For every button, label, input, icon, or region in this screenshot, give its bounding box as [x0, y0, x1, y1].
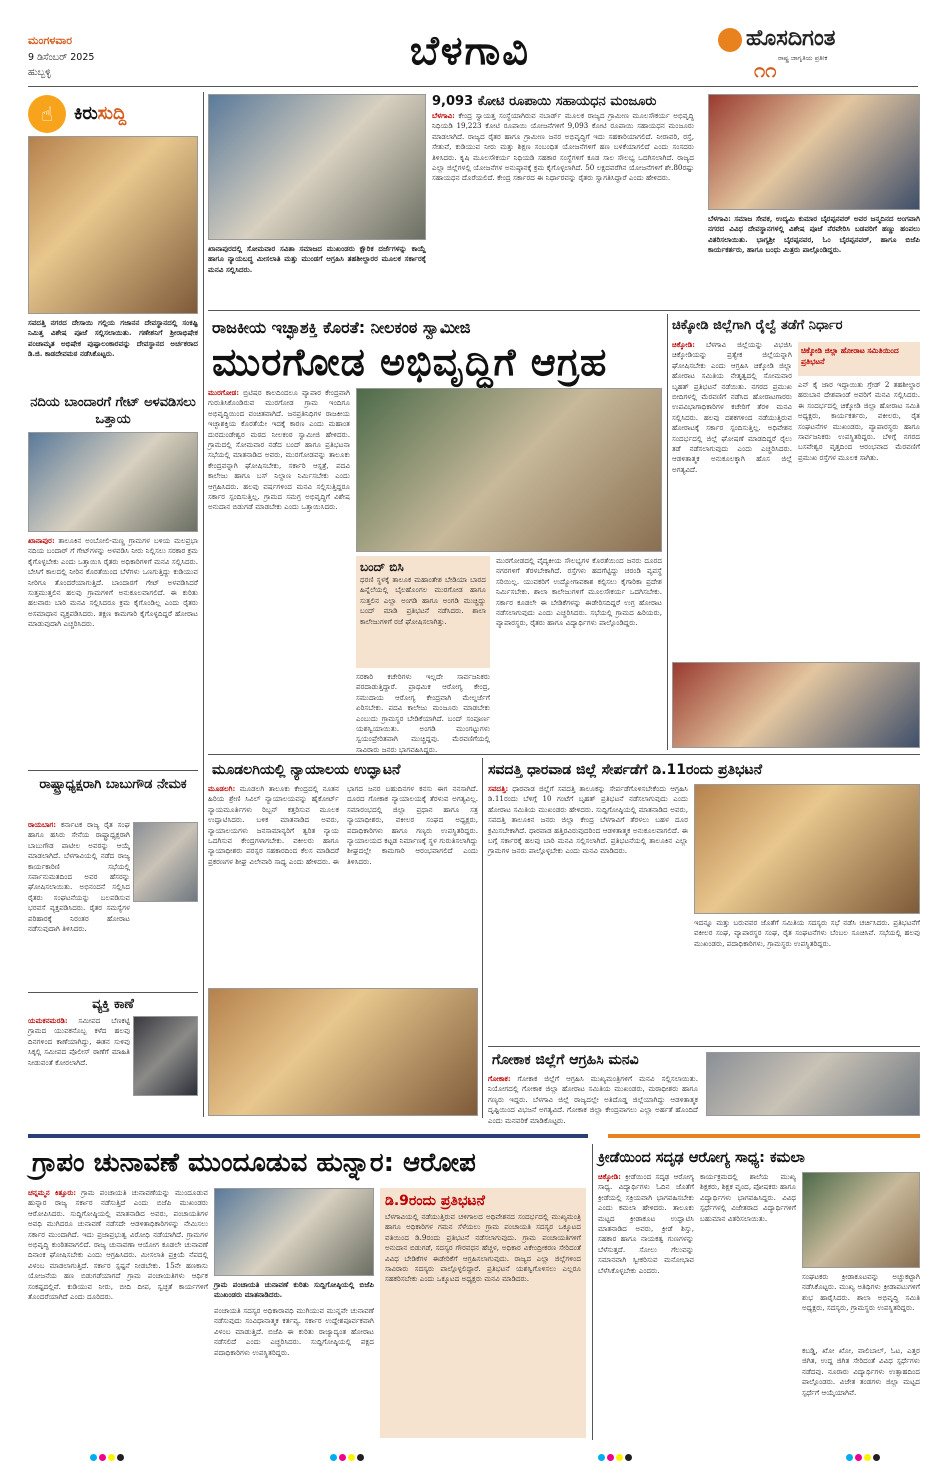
gp-headline: ಗ್ರಾಪಂ ಚುನಾವಣೆ ಮುಂದೂಡುವ ಹುನ್ನಾರ: ಆರೋಪ [32, 1148, 476, 1178]
nabard-body [432, 111, 694, 301]
lead-col-3: ಮುರಗೋಡದಲ್ಲಿ ವೈದ್ಯಕೀಯ ಸೌಲಭ್ಯಗಳ ಕೊರತೆಯಿಂದ ಜನರು ದೂರದ ನಗರಗಳಿಗೆ ತೆರಳಬೇಕಾಗಿದೆ. ರಸ್ತೆಗಳು ಹದಗೆಟ್ಟಿದ್ದು ಚರಂಡಿ ವ್ಯವಸ್ಥೆ ಸರಿಯಿಲ್ಲ. ಯುವಕರಿಗೆ ಉದ್ಯೋಗಾವಕಾಶ ಕಲ್ಪಿಸಲು ಕೈಗಾರಿಕಾ ಪ್ರದೇಶ ನಿರ್ಮಿಸಬೇಕು. ಶಾಲಾ ಕಾಲೇಜುಗಳಿಗೆ ಮೂಲಸೌಕರ್ಯ ಒದಗಿಸಬೇಕು. ಸರ್ಕಾರ ಕೂಡಲೇ ಈ ಬೇಡಿಕೆಗಳನ್ನು ಈಡೇರಿಸದಿದ್ದರೆ ಉಗ್ರ ಹೋರಾಟ ನಡೆಸಲಾಗುವುದು ಎಂದು ಎಚ್ಚರಿಸಿದರು. ಸಭೆಯಲ್ಲಿ ಗ್ರಾಮದ ಹಿರಿಯರು, ವ್ಯಾಪಾರಸ್ಥರು, ರೈತರು ಹಾಗೂ ವಿದ್ಯಾರ್ಥಿಗಳು ಪಾಲ್ಗೊಂಡಿದ್ದರು. [496, 556, 662, 628]
lead-photo [356, 388, 662, 552]
savadatti-text-a: ಧಾರವಾಡ ಜಿಲ್ಲೆಗೆ ಸವದತ್ತಿ ತಾಲೂಕನ್ನು ಸೇರ್ಪಡೆಗೊಳಿಸಬೇಕೆಂದು ಆಗ್ರಹಿಸಿ ಡಿ.11ರಂದು ಬೆಳಿಗ್ಗೆ 10 ಗಂಟೆಗೆ ಬೃಹತ್ ಪ್ರತಿಭಟನೆ ನಡೆಸಲಾಗುವುದು ಎಂದು ಹೋರಾಟ ಸಮಿತಿಯ ಮುಖಂಡರು ಹೇಳಿದರು. ಸುದ್ದಿಗೋಷ್ಠಿಯಲ್ಲಿ ಮಾತನಾಡಿದ ಅವರು, ಸವದತ್ತಿ ತಾಲೂಕಿನ ಜನರು ಜಿಲ್ಲಾ ಕೇಂದ್ರ ಬೆಳಗಾವಿಗೆ ತೆರಳಲು ಬಹಳ ದೂರ ಕ್ರಮಿಸಬೇಕಾಗಿದೆ. ಧಾರವಾಡ ಹತ್ತಿರವಿರುವುದರಿಂದ ಆಡಳಿತಾತ್ಮಕ ಅನುಕೂಲವಾಗಲಿದೆ. ಈ ಬಗ್ಗೆ ಸರ್ಕಾರಕ್ಕೆ ಹಲವು ಬಾರಿ ಮನವಿ ಸಲ್ಲಿಸಲಾಗಿದೆ. ಪ್ರತಿಭಟನೆಯಲ್ಲಿ ತಾಲೂಕಿನ ಎಲ್ಲಾ ಗ್ರಾಮಗಳ ಜನರು ಪಾಲ್ಗೊಳ್ಳಬೇಕು ಎಂದು ಮನವಿ ಮಾಡಿದರು. [488, 784, 688, 856]
bandh-title: ಬಂದ್ ಬಿಸಿ [360, 560, 404, 574]
lead-headline: ಮುರಗೋಡ ಅಭಿವೃದ್ಧಿಗೆ ಆಗ್ರಹ [212, 340, 608, 384]
gokak-text: ಗೋಕಾಕ ಜಿಲ್ಲೆಗೆ ಆಗ್ರಹಿಸಿ ಮುಖ್ಯಮಂತ್ರಿಗಳಿಗೆ ಮನವಿ ಸಲ್ಲಿಸಲಾಯಿತು. ನಿಯೋಗದಲ್ಲಿ ಗೋಕಾಕ ಜಿಲ್ಲಾ ಹೋರಾಟ ಸಮಿತಿಯ ಮುಖಂಡರು, ಮಠಾಧೀಶರು ಹಾಗೂ ಗಣ್ಯರು ಇದ್ದರು. ಬೆಳಗಾವಿ ಜಿಲ್ಲೆ ರಾಜ್ಯದಲ್ಲೇ ಅತಿದೊಡ್ಡ ಜಿಲ್ಲೆಯಾಗಿದ್ದು ಆಡಳಿತಾತ್ಮಕ ದೃಷ್ಟಿಯಿಂದ ವಿಭಜನೆ ಅಗತ್ಯವಿದೆ. ಗೋಕಾಕ ಜಿಲ್ಲಾ ಕೇಂದ್ರವಾಗಲು ಎಲ್ಲಾ ಅರ್ಹತೆ ಹೊಂದಿದೆ ಎಂದು ಮನವರಿಕೆ ಮಾಡಿಕೊಟ್ಟರು. [488, 1074, 698, 1125]
sports-col-3: ಸಂಘಟಕರು ಕ್ರೀಡಾಕೂಟವನ್ನು ಅಚ್ಚುಕಟ್ಟಾಗಿ ನಡೆಸಿಕೊಟ್ಟರು. ಮುಖ್ಯ ಅತಿಥಿಗಳು ಕ್ರೀಡಾಪಟುಗಳಿಗೆ ಶುಭ ಹಾರೈಸಿದರು. ಶಾಲಾ ಅಭಿವೃದ್ಧಿ ಸಮಿತಿ ಅಧ್ಯಕ್ಷರು, ಸದಸ್ಯರು, ಗ್ರಾಮಸ್ಥರು ಉಪಸ್ಥಿತರಿದ್ದರು. [802, 1272, 920, 1313]
lead-col-2: ಸರಕಾರಿ ಕಚೇರಿಗಳು ಇಲ್ಲದೇ ಸಾರ್ವಜನಿಕರು ಪರದಾಡುತ್ತಿದ್ದಾರೆ. ಪ್ರಾಥಮಿಕ ಆರೋಗ್ಯ ಕೇಂದ್ರ, ಸಮುದಾಯ ಆರೋಗ್ಯ ಕೇಂದ್ರವಾಗಿ ಮೇಲ್ದರ್ಜೆಗೆ ಏರಿಸಬೇಕು. ಪದವಿ ಕಾಲೇಜು ಮಂಜೂರು ಮಾಡಬೇಕು ಎಂಬುದು ಗ್ರಾಮಸ್ಥರ ಬೇಡಿಕೆಯಾಗಿದೆ. ಬಂದ್ ಸಂಪೂರ್ಣ ಯಶಸ್ವಿಯಾಯಿತು. ಅಂಗಡಿ ಮುಂಗಟ್ಟುಗಳು ಸ್ವಯಂಪ್ರೇರಿತವಾಗಿ ಮುಚ್ಚಿದ್ದವು. ಮೆರವಣಿಗೆಯಲ್ಲಿ ಸಾವಿರಾರು ಜನರು ಭಾಗವಹಿಸಿದ್ದರು. [356, 672, 490, 754]
news-hole-photo [28, 432, 198, 532]
reg-dot-yellow [864, 1454, 871, 1461]
sports-col-4: ಕಬಡ್ಡಿ, ಖೋ ಖೋ, ವಾಲಿಬಾಲ್, ಓಟ, ಎತ್ತರ ಜಿಗಿತ, ಉದ್ದ ಜಿಗಿತ ಸೇರಿದಂತೆ ವಿವಿಧ ಸ್ಪರ್ಧೆಗಳು ನಡೆದವು. ನೂರಾರು ವಿದ್ಯಾರ್ಥಿಗಳು ಉತ್ಸಾಹದಿಂದ ಪಾಲ್ಗೊಂಡರು. ವಿಜೇತ ತಂಡಗಳು ಜಿಲ್ಲಾ ಮಟ್ಟದ ಸ್ಪರ್ಧೆಗೆ ಆಯ್ಕೆಯಾಗಿವೆ. [802, 1346, 920, 1397]
reg-dot-cyan [330, 1454, 337, 1461]
gokak-byline: ಗೋಕಾಕ: [488, 1074, 511, 1083]
bottom-band-blue [28, 1134, 588, 1138]
section-title: ಬೆಳಗಾವಿ [409, 28, 531, 74]
brand-logo-mark [718, 28, 742, 52]
news-hole-headline: ನದಿಯ ಬಾಂದಾರಗೆ ಗೇಟ್ ಅಳವಡಿಸಲು ಒತ್ತಾಯ [30, 395, 196, 427]
registration-marks-left [90, 1446, 126, 1465]
reg-dot-magenta [855, 1454, 862, 1461]
railway-col-2: ಎನ್ ಕೈ ಜಾರ ಇದ್ದಾಯಿತು ಗ್ರೇಡ್ 2 ತಹಶೀಲ್ದಾರ ಹರುಬಾನ ದೇಶಪಾಂಡೆ ಅವರಿಗೆ ಮನವಿ ಸಲ್ಲಿಸಿದರು. ಈ ಸಂದರ್ಭದಲ್ಲಿ ಚಿಕ್ಕೋಡಿ ಜಿಲ್ಲಾ ಹೋರಾಟ ಸಮಿತಿ ಅಧ್ಯಕ್ಷರು, ಕಾರ್ಯಕರ್ತರು, ವಕೀಲರು, ರೈತ ಸಂಘಟನೆಗಳ ಮುಖಂಡರು, ವ್ಯಾಪಾರಸ್ಥರು ಹಾಗೂ ಸಾರ್ವಜನಿಕರು ಉಪಸ್ಥಿತರಿದ್ದರು. ಬೆಳಿಗ್ಗೆ ನಗರದ ಬಸವೇಶ್ವರ ವೃತ್ತದಿಂದ ಆರಂಭವಾದ ಮೆರವಣಿಗೆ ಪ್ರಮುಖ ರಸ್ತೆಗಳ ಮೂಲಕ ಸಾಗಿತು. [798, 380, 920, 462]
savadatti-byline: ಸವದತ್ತಿ: [488, 784, 509, 793]
lead-kicker: ರಾಜಕೀಯ ಇಚ್ಛಾಶಕ್ತಿ ಕೊರತೆ: ನೀಲಕಂಠ ಸ್ವಾಮೀಜಿ [212, 318, 471, 337]
reg-dot-cyan [846, 1454, 853, 1461]
sports-photo [802, 1172, 920, 1268]
missing-photo [133, 1016, 198, 1096]
gp-col-1 [28, 1188, 208, 1438]
news-hole-body [28, 536, 198, 766]
gp-photo-caption: ಗ್ರಾಮ ಪಂಚಾಯತಿ ಚುನಾವಣೆ ಕುರಿತು ಸುದ್ದಿಗೋಷ್ಠಿಯಲ್ಲಿ ಬಿಜೆಪಿ ಮುಖಂಡರು ಮಾತನಾಡಿದರು. [214, 1280, 374, 1300]
registration-marks-center [330, 1446, 366, 1465]
reg-dot-yellow [616, 1454, 623, 1461]
ganesha-photo [28, 136, 198, 314]
railway-col-1 [672, 340, 792, 658]
hand-icon: ☝ [28, 95, 66, 133]
bandh-body: ಧರಣಿ ಸ್ಥಳಕ್ಕೆ ತಾಲೂಕ ಮಹಾಂತೇಶ ಬೇಡಿಯಾ ಬಾರದ ಹಿನ್ನೆಲೆಯಲ್ಲಿ ಬೈಲಹೊಂಗಲ ಮುರಗೋಡ ಹಾಗೂ ಸುತ್ತಲಿನ ಎಲ್ಲಾ ಅಂಗಡಿ ಹಾಗೂ ಅಂಗಡಿ ಮುಚ್ಚಿದ್ದು ಬಂದ್ ಮಾಡಿ ಪ್ರತಿಭಟನೆ ನಡೆಸಿದರು. ಶಾಲಾ ಕಾಲೇಜುಗಳಿಗೆ ರಜೆ ಘೋಷಿಸಲಾಗಿತ್ತು. [360, 575, 486, 626]
sports-text-a: ಕ್ರೀಡೆಯಿಂದ ಸದೃಢ ಆರೋಗ್ಯ ಸಾಧ್ಯ. ವಿದ್ಯಾರ್ಥಿಗಳು ಓದಿನ ಜೊತೆಗೆ ಕ್ರೀಡೆಯಲ್ಲಿ ಸಕ್ರಿಯವಾಗಿ ಭಾಗವಹಿಸಬೇಕು ಎಂದು ಕಮಲಾ ಹೇಳಿದರು. ತಾಲೂಕು ಮಟ್ಟದ ಕ್ರೀಡಾಕೂಟ ಉದ್ಘಾಟಿಸಿ ಮಾತನಾಡಿದ ಅವರು, ಕ್ರೀಡೆ ಶಿಸ್ತು, ಸಹಕಾರ ಹಾಗೂ ನಾಯಕತ್ವ ಗುಣಗಳನ್ನು ಬೆಳೆಸುತ್ತದೆ. ಸೋಲು ಗೆಲುವನ್ನು ಸಮಾನವಾಗಿ ಸ್ವೀಕರಿಸುವ ಮನೋಭಾವ ಬೆಳೆಸಿಕೊಳ್ಳಬೇಕು ಎಂದರು. [598, 1172, 694, 1275]
reg-dot-cyan [90, 1454, 97, 1461]
reg-dot-black [357, 1454, 364, 1461]
gokak-photo [706, 1052, 920, 1116]
lead-col-1 [208, 388, 350, 748]
railway-byline: ಚಿಕ್ಕೋಡಿ: [672, 340, 695, 349]
bottom-band-orange [608, 1134, 920, 1138]
brand-name: ಹೊಸದಿಗಂತ [746, 26, 836, 51]
appointment-photo [133, 822, 198, 902]
top-row-rule [208, 310, 920, 311]
missing-byline: ಯಮಕನಮರಡಿ: [28, 1016, 68, 1025]
date-block [28, 34, 178, 78]
bandh-box [356, 556, 490, 668]
left-divider-2 [28, 992, 198, 993]
railway-sidebox [798, 342, 920, 376]
masthead [0, 0, 945, 86]
reg-dot-black [873, 1454, 880, 1461]
nabard-text: ಕೇಂದ್ರ ಸ್ವಾಯತ್ತ ಸಂಸ್ಥೆಯಾಗಿರುವ ನಬಾರ್ಡ್ ಮೂಲಕ ರಾಜ್ಯದ ಗ್ರಾಮೀಣ ಮೂಲಸೌಕರ್ಯ ಅಭಿವೃದ್ಧಿ ನಿಧಿಯಡಿ 19,223 ಕೋಟಿ ರೂಪಾಯಿ ಯೋಜನೆಗಳಿಗೆ 9,093 ಕೋಟಿ ರೂಪಾಯಿ ಸಹಾಯಧನ ಮಂಜೂರು ಮಾಡಲಾಗಿದೆ. ರಾಜ್ಯದ ರೈತರ ಹಾಗೂ ಗ್ರಾಮೀಣ ಜನರ ಅಭಿವೃದ್ಧಿಗೆ ಇದು ಸಹಕಾರಿಯಾಗಲಿದೆ. ನೀರಾವರಿ, ರಸ್ತೆ, ಸೇತುವೆ, ಕುಡಿಯುವ ನೀರು ಮತ್ತು ಶಿಕ್ಷಣ ಸಂಬಂಧಿತ ಯೋಜನೆಗಳಿಗೆ ಹಣ ಬಳಕೆಯಾಗಲಿದೆ ಎಂದು ಸಂಸದರು ತಿಳಿಸಿದರು. ಕೃಷಿ ಮೂಲಸೌಕರ್ಯ ನಿಧಿಯಡಿ ಸಹಕಾರ ಸಂಸ್ಥೆಗಳಿಗೆ ಕೂಡ ಸಾಲ ಸೌಲಭ್ಯ ಒದಗಿಸಲಾಗಿದೆ. ರಾಜ್ಯದ ಎಲ್ಲಾ ಜಿಲ್ಲೆಗಳಲ್ಲಿ ಯೋಜನೆಗಳ ಅನುಷ್ಠಾನಕ್ಕೆ ಕ್ರಮ ಕೈಗೊಳ್ಳಲಾಗಿದೆ. 50 ಲಕ್ಷದವರೆಗಿನ ಯೋಜನೆಗಳಿಗೆ ಶೇ.80ರಷ್ಟು ಸಹಾಯಧನ ದೊರೆಯಲಿದೆ. ಕೇಂದ್ರ ಸರ್ಕಾರದ ಈ ನಿರ್ಧಾರವನ್ನು ರೈತರು ಸ್ವಾಗತಿಸಿದ್ದಾರೆ ಎಂದು ಹೇಳಿದರು. [432, 111, 694, 183]
missing-body [28, 1016, 130, 1116]
birthday-caption: ಬೆಳಗಾವಿ: ಸಮಾಜ ಸೇವಕ, ಉದ್ಯಮಿ ಕುಮಾರ ಬೈರಪ್ಪನವರ್ ಅವರ ಜನ್ಮದಿನದ ಅಂಗವಾಗಿ ನಗರದ ವಿವಿಧ ದೇವಸ್ಥಾನಗಳಲ್ಲಿ ವಿಶೇಷ ಪೂಜೆ ನೆರವೇರಿಸಿ ಬಡವರಿಗೆ ಹಣ್ಣು ಹಂಪಲು ವಿತರಿಸಲಾಯಿತು. ಭಾಗ್ಯಶ್ರೀ ಬೈರಪ್ಪನವರ, ಓಂ ಬೈರಪ್ಪನವರ್, ಹಾಗೂ ಬಿಜೆಪಿ ಕಾರ್ಯಕರ್ತರು, ಹಾಗೂ ಬಂಧು ಮಿತ್ರರು ಪಾಲ್ಗೊಂಡಿದ್ದರು. [708, 214, 920, 255]
savadatti-headline: ಸವದತ್ತಿ ಧಾರವಾಡ ಜಿಲ್ಲೆ ಸೇರ್ಪಡೆಗೆ ಡಿ.11ರಂದು ಪ್ರತಿಭಟನೆ [488, 762, 763, 778]
lead-right-rule [667, 314, 668, 750]
kirusuddi-label-b: ಸುದ್ದಿ [97, 103, 127, 124]
appointment-text: ಕರ್ನಾಟಕ ರಾಜ್ಯ ರೈತ ಸಂಘ ಹಾಗೂ ಹಸಿರು ಸೇನೆಯ ರಾಷ್ಟ್ರಾಧ್ಯಕ್ಷರಾಗಿ ಬಾಬುಗೌಡ ಪಾಟೀಲ ಅವರನ್ನು ಆಯ್ಕೆ ಮಾಡಲಾಗಿದೆ. ಬೆಳಗಾವಿಯಲ್ಲಿ ನಡೆದ ರಾಜ್ಯ ಕಾರ್ಯಕಾರಿಣಿ ಸಭೆಯಲ್ಲಿ ಸರ್ವಾನುಮತದಿಂದ ಅವರ ಹೆಸರನ್ನು ಘೋಷಿಸಲಾಯಿತು. ಅಭಿನಂದನೆ ಸಲ್ಲಿಸಿದ ರೈತರು ಸಂಘಟನೆಯನ್ನು ಬಲಪಡಿಸುವ ಭರವಸೆ ವ್ಯಕ್ತಪಡಿಸಿದರು. ರೈತರ ಸಮಸ್ಯೆಗಳ ಪರಿಹಾರಕ್ಕೆ ನಿರಂತರ ಹೋರಾಟ ನಡೆಸುವುದಾಗಿ ತಿಳಿಸಿದರು. [28, 820, 130, 934]
sports-col-1 [598, 1172, 694, 1438]
lead-text-a: ಬ್ರಿಟಿಷರ ಕಾಲದಿಂದಲೂ ವ್ಯಾಪಾರ ಕೇಂದ್ರವಾಗಿ ಗುರುತಿಸಿಕೊಂಡಿರುವ ಮುರಗೋಡ ಗ್ರಾಮ ಇಂದಿಗೂ ಅಭಿವೃದ್ಧಿಯಿಂದ ವಂಚಿತವಾಗಿದೆ. ಜನಪ್ರತಿನಿಧಿಗಳ ರಾಜಕೀಯ ಇಚ್ಛಾಶಕ್ತಿಯ ಕೊರತೆಯೇ ಇದಕ್ಕೆ ಕಾರಣ ಎಂದು ಮಹಾಂತ ದುರದುಂಡೇಶ್ವರ ಮಠದ ನೀಲಕಂಠ ಸ್ವಾಮೀಜಿ ಹೇಳಿದರು. ಗ್ರಾಮದಲ್ಲಿ ಸೋಮವಾರ ನಡೆದ ಬಂದ್ ಹಾಗೂ ಪ್ರತಿಭಟನಾ ಸಭೆಯಲ್ಲಿ ಮಾತನಾಡಿದ ಅವರು, ಮುರಗೋಡವನ್ನು ತಾಲೂಕು ಕೇಂದ್ರವನ್ನಾಗಿ ಘೋಷಿಸಬೇಕು, ಸರ್ಕಾರಿ ಆಸ್ಪತ್ರೆ, ಪದವಿ ಕಾಲೇಜು ಹಾಗೂ ಬಸ್ ನಿಲ್ದಾಣ ನಿರ್ಮಿಸಬೇಕು ಎಂದು ಆಗ್ರಹಿಸಿದರು. ಹಲವು ವರ್ಷಗಳಿಂದ ಮನವಿ ಸಲ್ಲಿಸುತ್ತಿದ್ದರೂ ಸರ್ಕಾರ ಸ್ಪಂದಿಸುತ್ತಿಲ್ಲ. ಗ್ರಾಮದ ಸಮಗ್ರ ಅಭಿವೃದ್ಧಿಗೆ ವಿಶೇಷ ಅನುದಾನ ಬಿಡುಗಡೆ ಮಾಡಬೇಕು ಎಂದು ಒತ್ತಾಯಿಸಿದರು. [208, 388, 350, 512]
reg-dot-yellow [108, 1454, 115, 1461]
appointment-body [28, 820, 130, 988]
day-label: ಮಂಗಳವಾರ [28, 34, 73, 47]
appointment-byline: ರಾಯಬಾಗ: [28, 820, 57, 829]
ganesha-caption: ಸವದತ್ತಿ ನಗರದ ದೇಸಾಯಿ ಗಲ್ಲಿಯ ಗಜಾನನ ದೇವಸ್ಥಾನದಲ್ಲಿ ಸಂಕಷ್ಟಿ ನಿಮಿತ್ತ ವಿಶೇಷ ಪೂಜೆ ಸಲ್ಲಿಸಲಾಯಿತು. ಗಣೇಶನಿಗೆ ಶ್ರೀರಾಭಿಷೇಕ ಪಂಚಾಮೃತ ಅಭಿಷೇಕ ಪುಷ್ಪಾಲಂಕಾರವನ್ನು ದೇವಸ್ಥಾನದ ಅರ್ಚಕರಾದ ಡಿ.ಜಿ. ಕಾಡದೇವಮಠ ನಡೆಸಿಕೊಟ್ಟರು. [28, 318, 198, 359]
nabard-byline: ಬೆಳಗಾವಿ: [432, 111, 455, 120]
nabard-headline: 9,093 ಕೋಟಿ ರೂಪಾಯಿ ಸಹಾಯಧನ ಮಂಜೂರು [432, 94, 657, 109]
protest-box [380, 1188, 586, 1438]
registration-marks-mid [598, 1446, 634, 1465]
news-hole-text: ತಾಲೂಕಿನ ಅಂಬೋಲಿ-ಮಣ್ಣ ಗ್ರಾಮಗಳ ಬಳಿಯ ಮಲಪ್ರಭಾ ನದಿಯ ಬಂದಾರ್ ಗೆ ಗೇಟ್‌ಗಳನ್ನು ಅಳವಡಿಸಿ ನೀರು ನಿಲ್ಲಿಸಲು ಸರಕಾರ ಕ್ರಮ ಕೈಗೊಳ್ಳಬೇಕು ಎಂದು ಒತ್ತಾಯಿಸಿ ರೈತರು ಅಧಿಕಾರಿಗಳಿಗೆ ಮನವಿ ಸಲ್ಲಿಸಿದರು. ಬೇಸಿಗೆ ಕಾಲದಲ್ಲಿ ನೀರಿನ ಕೊರತೆಯಿಂದ ಬೆಳೆಗಳು ಒಣಗುತ್ತಿದ್ದು ಕುಡಿಯುವ ನೀರಿಗೂ ತೊಂದರೆಯಾಗುತ್ತಿದೆ. ಬಾಂದಾರಗೆ ಗೇಟ್ ಅಳವಡಿಸಿದರೆ ಸುತ್ತಮುತ್ತಲಿನ ಹಲವು ಗ್ರಾಮಗಳಿಗೆ ಅನುಕೂಲವಾಗಲಿದೆ. ಈ ಕುರಿತು ಹಲವಾರು ಬಾರಿ ಮನವಿ ಸಲ್ಲಿಸಿದರೂ ಕ್ರಮ ಕೈಗೊಂಡಿಲ್ಲ ಎಂದು ರೈತರು ಅಸಮಾಧಾನ ವ್ಯಕ್ತಪಡಿಸಿದರು. ತಕ್ಷಣ ಕಾಮಗಾರಿ ಕೈಗೊಳ್ಳದಿದ್ದರೆ ಹೋರಾಟ ಮಾಡುವುದಾಗಿ ಎಚ್ಚರಿಸಿದರು. [28, 536, 198, 629]
protest-headline: ಡಿ.9ರಂದು ಪ್ರತಿಭಟನೆ [385, 1193, 485, 1209]
savadatti-rule [488, 1046, 920, 1047]
brand-logo [718, 28, 918, 82]
masthead-rule [28, 86, 918, 87]
reg-dot-magenta [99, 1454, 106, 1461]
gp-byline: ಚನ್ನಮ್ಮನ ಕಿತ್ತೂರು: [28, 1188, 77, 1197]
mid-row-rule [208, 754, 920, 755]
court-text: ಮೂಡಲಗಿ ತಾಲೂಕು ಕೇಂದ್ರದಲ್ಲಿ ನೂತನ ಹಿರಿಯ ಶ್ರೇಣಿ ಸಿವಿಲ್ ನ್ಯಾಯಾಲಯವನ್ನು ಹೈಕೋರ್ಟ್ ನ್ಯಾಯಮೂರ್ತಿಗಳು ರಿಬ್ಬನ್ ಕತ್ತರಿಸುವ ಮೂಲಕ ಉದ್ಘಾಟಿಸಿದರು. ಬಳಿಕ ಮಾತನಾಡಿದ ಅವರು, ನ್ಯಾಯಾಲಯಗಳು ಜನಸಾಮಾನ್ಯರಿಗೆ ತ್ವರಿತ ನ್ಯಾಯ ಒದಗಿಸುವ ಕೇಂದ್ರಗಳಾಗಬೇಕು. ವಕೀಲರು ಹಾಗೂ ನ್ಯಾಯಾಧೀಶರು ಪರಸ್ಪರ ಸಹಕಾರದಿಂದ ಕೆಲಸ ಮಾಡಿದರೆ ಪ್ರಕರಣಗಳ ಶೀಘ್ರ ವಿಲೇವಾರಿ ಸಾಧ್ಯ ಎಂದು ಹೇಳಿದರು. ಈ ಭಾಗದ ಜನರ ಬಹುದಿನಗಳ ಕನಸು ಈಗ ನನಸಾಗಿದೆ. ದೂರದ ಗೋಕಾಕ ನ್ಯಾಯಾಲಯಕ್ಕೆ ತೆರಳುವ ಅಗತ್ಯವಿಲ್ಲ. ಸಮಾರಂಭದಲ್ಲಿ ಜಿಲ್ಲಾ ಪ್ರಧಾನ ಹಾಗೂ ಸತ್ರ ನ್ಯಾಯಾಧೀಶರು, ವಕೀಲರ ಸಂಘದ ಅಧ್ಯಕ್ಷರು, ಪದಾಧಿಕಾರಿಗಳು ಹಾಗೂ ಗಣ್ಯರು ಉಪಸ್ಥಿತರಿದ್ದರು. ನ್ಯಾಯಾಲಯದ ಕಟ್ಟಡ ನಿರ್ಮಾಣಕ್ಕೆ ಸ್ಥಳ ಗುರುತಿಸಲಾಗಿದ್ದು ಶೀಘ್ರದಲ್ಲೇ ಕಾಮಗಾರಿ ಆರಂಭವಾಗಲಿದೆ ಎಂದು ತಿಳಿಸಿದರು. [208, 784, 478, 866]
gp-text-a: ಗ್ರಾಮ ಪಂಚಾಯತಿ ಚುನಾವಣೆಯನ್ನು ಮುಂದೂಡುವ ಹುನ್ನಾರ ರಾಜ್ಯ ಸರ್ಕಾರ ನಡೆಸುತ್ತಿದೆ ಎಂದು ಬಿಜೆಪಿ ಮುಖಂಡರು ಆರೋಪಿಸಿದರು. ಸುದ್ದಿಗೋಷ್ಠಿಯಲ್ಲಿ ಮಾತನಾಡಿದ ಅವರು, ಪಂಚಾಯತಿಗಳ ಅವಧಿ ಮುಗಿದರೂ ಚುನಾವಣೆ ನಡೆಸದೇ ಆಡಳಿತಾಧಿಕಾರಿಗಳನ್ನು ನೇಮಿಸಲು ಸರ್ಕಾರ ಮುಂದಾಗಿದೆ. ಇದು ಪ್ರಜಾಪ್ರಭುತ್ವ ವಿರೋಧಿ ನಡೆಯಾಗಿದೆ. ಗ್ರಾಮಗಳ ಅಭಿವೃದ್ಧಿ ಕುಂಠಿತವಾಗಲಿದೆ. ರಾಜ್ಯ ಚುನಾವಣಾ ಆಯೋಗ ಕೂಡಲೇ ಚುನಾವಣೆ ದಿನಾಂಕ ಘೋಷಿಸಬೇಕು ಎಂದು ಆಗ್ರಹಿಸಿದರು. ಮೀಸಲಾತಿ ಪ್ರಕ್ರಿಯೆ ನೆಪದಲ್ಲಿ ವಿಳಂಬ ಮಾಡಲಾಗುತ್ತಿದೆ. ಸರ್ಕಾರ ಸ್ಪಷ್ಟನೆ ನೀಡಬೇಕು. [28, 1188, 208, 1270]
railway-text-a: ಬೆಳಗಾವಿ ಜಿಲ್ಲೆಯನ್ನು ವಿಭಜಿಸಿ ಚಿಕ್ಕೋಡಿಯನ್ನು ಪ್ರತ್ಯೇಕ ಜಿಲ್ಲೆಯನ್ನಾಗಿ ಘೋಷಿಸಬೇಕು ಎಂದು ಆಗ್ರಹಿಸಿ ಚಿಕ್ಕೋಡಿ ಜಿಲ್ಲಾ ಹೋರಾಟ ಸಮಿತಿಯ ನೇತೃತ್ವದಲ್ಲಿ ಸೋಮವಾರ ಬೃಹತ್ ಪ್ರತಿಭಟನೆ ನಡೆಯಿತು. ನಗರದ ಪ್ರಮುಖ ಬೀದಿಗಳಲ್ಲಿ ಮೆರವಣಿಗೆ ನಡೆಸಿದ ಹೋರಾಟಗಾರರು ಉಪವಿಭಾಗಾಧಿಕಾರಿಗಳ ಕಚೇರಿಗೆ ತೆರಳಿ ಮನವಿ ಸಲ್ಲಿಸಿದರು. ಹಲವು ದಶಕಗಳಿಂದ ನಡೆಯುತ್ತಿರುವ ಹೋರಾಟಕ್ಕೆ ಸರ್ಕಾರ ಸ್ಪಂದಿಸುತ್ತಿಲ್ಲ. ಅಧಿವೇಶನ ಸಂದರ್ಭದಲ್ಲಿ ಜಿಲ್ಲೆ ಘೋಷಣೆ ಮಾಡದಿದ್ದರೆ ರೈಲು ತಡೆ ನಡೆಸಲಾಗುವುದು ಎಂದು ಎಚ್ಚರಿಸಿದರು. ಆಡಳಿತಾತ್ಮಕ ಅನುಕೂಲಕ್ಕಾಗಿ ಹೊಸ ಜಿಲ್ಲೆ ಅಗತ್ಯವಿದೆ. [672, 340, 792, 474]
date-label: 9 ಡಿಸೆಂಬರ್ 2025 [28, 52, 95, 63]
protest-body: ಬೆಳಗಾವಿಯಲ್ಲಿ ನಡೆಯುತ್ತಿರುವ ಚಳಿಗಾಲದ ಅಧಿವೇಶನದ ಸಂದರ್ಭದಲ್ಲಿ ಮುಖ್ಯಮಂತ್ರಿ ಹಾಗೂ ಅಧಿಕಾರಿಗಳ ಗಮನ ಸೆಳೆಯಲು ಗ್ರಾಮ ಪಂಚಾಯತಿ ಸದಸ್ಯರ ಒಕ್ಕೂಟದ ವತಿಯಿಂದ ಡಿ.9ರಂದು ಪ್ರತಿಭಟನೆ ನಡೆಸಲಾಗುವುದು. ಗ್ರಾಮ ಪಂಚಾಯತಿಗಳಿಗೆ ಅನುದಾನ ಬಿಡುಗಡೆ, ಸದಸ್ಯರ ಗೌರವಧನ ಹೆಚ್ಚಳ, ಅಧಿಕಾರ ವಿಕೇಂದ್ರೀಕರಣ ಸೇರಿದಂತೆ ವಿವಿಧ ಬೇಡಿಕೆಗಳ ಈಡೇರಿಕೆಗೆ ಆಗ್ರಹಿಸಲಾಗುವುದು. ರಾಜ್ಯದ ಎಲ್ಲಾ ಜಿಲ್ಲೆಗಳಿಂದ ಸಾವಿರಾರು ಸದಸ್ಯರು ಪಾಲ್ಗೊಳ್ಳಲಿದ್ದಾರೆ. ಪ್ರತಿಭಟನೆ ಯಶಸ್ವಿಗೊಳಿಸಲು ಎಲ್ಲರೂ ಸಹಕರಿಸಬೇಕು ಎಂದು ಒಕ್ಕೂಟದ ಅಧ್ಯಕ್ಷರು ಮನವಿ ಮಾಡಿದರು. [385, 1212, 581, 1284]
reg-dot-magenta [607, 1454, 614, 1461]
nabard-story [432, 94, 694, 306]
gp-col-2: ಪಂಚಾಯತಿ ಸದಸ್ಯರ ಅಧಿಕಾರಾವಧಿ ಮುಗಿಯುವ ಮುನ್ನವೇ ಚುನಾವಣೆ ನಡೆಸುವುದು ಸಂವಿಧಾನಾತ್ಮಕ ಕರ್ತವ್ಯ. ಸರ್ಕಾರ ಉದ್ದೇಶಪೂರ್ವಕವಾಗಿ ವಿಳಂಬ ಮಾಡುತ್ತಿದೆ. ಬಿಜೆಪಿ ಈ ಕುರಿತು ರಾಜ್ಯಾದ್ಯಂತ ಹೋರಾಟ ನಡೆಸಲಿದೆ ಎಂದು ಎಚ್ಚರಿಸಿದರು. ಸುದ್ದಿಗೋಷ್ಠಿಯಲ್ಲಿ ಪಕ್ಷದ ಪದಾಧಿಕಾರಿಗಳು ಉಪಸ್ಥಿತರಿದ್ದರು. [214, 1306, 374, 1357]
bottom-band-rule [28, 1134, 920, 1138]
court-right-rule [482, 758, 483, 1118]
reg-dot-magenta [339, 1454, 346, 1461]
railway-photo [672, 662, 920, 748]
missing-headline: ವ್ಯಕ್ತಿ ಕಾಣೆ [92, 997, 134, 1012]
reg-dot-black [117, 1454, 124, 1461]
court-headline: ಮೂಡಲಗಿಯಲ್ಲಿ ನ್ಯಾಯಾಲಯ ಉದ್ಘಾಟನೆ [212, 762, 401, 778]
reg-dot-cyan [598, 1454, 605, 1461]
railway-sidebox-text: ಚಿಕ್ಕೋಡಿ ಜಿಲ್ಲಾ ಹೋರಾಟ ಸಮಿತಿಯಿಂದ ಪ್ರತಿಭಟನೆ [801, 346, 899, 366]
registration-marks-right [846, 1446, 882, 1465]
kirusuddi-badge [28, 95, 198, 133]
left-divider-1 [28, 770, 198, 771]
city-label: ಹುಬ್ಬಳ್ಳಿ [28, 67, 51, 78]
court-byline: ಮೂಡಲಗಿ: [208, 784, 236, 793]
reg-dot-black [625, 1454, 632, 1461]
missing-text: ಸಮೀಪದ ಬೆಣಕಟ್ಟಿ ಗ್ರಾಮದ ಯುವಕನೊಬ್ಬ ಕಳೆದ ಹಲವು ದಿನಗಳಿಂದ ಕಾಣೆಯಾಗಿದ್ದು, ಈತನ ಸುಳಿವು ಸಿಕ್ಕಲ್ಲಿ ಸಮೀಪದ ಪೊಲೀಸ್ ಠಾಣೆಗೆ ಮಾಹಿತಿ ನೀಡುವಂತೆ ಕೋರಲಾಗಿದೆ. [28, 1016, 130, 1067]
bottom-col-rule [592, 1144, 593, 1440]
memorandum-photo [208, 94, 426, 240]
gokak-headline: ಗೋಕಾಕ ಜಿಲ್ಲೆಗೆ ಆಗ್ರಹಿಸಿ ಮನವಿ [492, 1052, 639, 1068]
savadatti-col-2: ಇದನ್ನೂ ಮತ್ತು ಬರುವವರ ಜೊತೆಗೆ ಸಮಿತಿಯ ಸದಸ್ಯರು ಸಭೆ ನಡೆಸಿ ಚರ್ಚಿಸಿದರು. ಪ್ರತಿಭಟನೆಗೆ ವಕೀಲರ ಸಂಘ, ವ್ಯಾಪಾರಸ್ಥರ ಸಂಘ, ರೈತ ಸಂಘಟನೆಗಳು ಬೆಂಬಲ ಸೂಚಿಸಿವೆ. ಸಭೆಯಲ್ಲಿ ಹಲವು ಮುಖಂಡರು, ಪದಾಧಿಕಾರಿಗಳು, ಗ್ರಾಮಸ್ಥರು ಉಪಸ್ಥಿತರಿದ್ದರು. [694, 918, 920, 948]
court-photo [208, 988, 478, 1116]
left-col-rule [203, 92, 204, 1117]
lead-byline: ಮುರಗೋಡ: [208, 388, 239, 397]
court-body [208, 784, 478, 984]
sports-col-2: ಕಾರ್ಯಕ್ರಮದಲ್ಲಿ ಶಾಲೆಯ ಮುಖ್ಯ ಶಿಕ್ಷಕರು, ಶಿಕ್ಷಕ ವೃಂದ, ಪೋಷಕರು ಹಾಗೂ ವಿದ್ಯಾರ್ಥಿಗಳು ಭಾಗವಹಿಸಿದ್ದರು. ವಿವಿಧ ಸ್ಪರ್ಧೆಗಳಲ್ಲಿ ವಿಜೇತರಾದ ವಿದ್ಯಾರ್ಥಿಗಳಿಗೆ ಬಹುಮಾನ ವಿತರಿಸಲಾಯಿತು. [700, 1172, 796, 1223]
sports-headline: ಕ್ರೀಡೆಯಿಂದ ಸದೃಢ ಆರೋಗ್ಯ ಸಾಧ್ಯ: ಕಮಲಾ [598, 1150, 805, 1166]
savadatti-col-1 [488, 784, 688, 1042]
brand-tagline: ರಾಷ್ಟ್ರ ಜಾಗೃತಿಯ ಪ್ರತೀಕ [778, 54, 828, 62]
birthday-photo [708, 94, 920, 210]
gokak-body [488, 1074, 698, 1125]
sports-byline: ಚಿಕ್ಕೋಡಿ: [598, 1172, 621, 1181]
appointment-headline: ರಾಷ್ಟ್ರಾಧ್ಯಕ್ಷರಾಗಿ ಬಾಬುಗೌಡ ನೇಮಕ [39, 777, 187, 792]
reg-dot-yellow [348, 1454, 355, 1461]
railway-headline: ಚಿಕ್ಕೋಡಿ ಜಿಲ್ಲೆಗಾಗಿ ರೈಲ್ವೆ ತಡೆಗೆ ನಿರ್ಧಾರ [672, 318, 843, 333]
memorandum-caption: ಖಾನಾಪುರದಲ್ಲಿ ಸೋಮವಾರ ಸವಿತಾ ಸಮಾಜದ ಮುಖಂಡರು ಕ್ಷೌರಿಕ ದರ್ಜೆಗಳನ್ನು ಕಾಯ್ದೆ ಹಾಗೂ ನ್ಯಾಯಬದ್ಧ ಮೀಸಲಾತಿ ಮತ್ತು ಮುಂಡಗೆ ಆಗ್ರಹಿಸಿ ತಹಶೀಲ್ದಾರರ ಮೂಲಕ ಸರ್ಕಾರಕ್ಕೆ ಮನವಿ ಸಲ್ಲಿಸಿದರು. [208, 244, 426, 274]
page-number: ೧೧ [754, 58, 777, 82]
gp-photo [214, 1188, 374, 1276]
news-hole-byline: ಖಾನಾಪುರ: [28, 536, 55, 545]
kirusuddi-label-a: ಕಿರು [74, 103, 98, 124]
savadatti-photo [694, 784, 920, 914]
gp-text-b: 15ನೇ ಹಣಕಾಸು ಯೋಜನೆಯ ಹಣ ಬಿಡುಗಡೆಯಾಗದೆ ಗ್ರಾಮ ಪಂಚಾಯತಿಗಳು ಆರ್ಥಿಕ ಸಂಕಷ್ಟದಲ್ಲಿವೆ. ಕುಡಿಯುವ ನೀರು, ಬೀದಿ ದೀಪ, ಸ್ವಚ್ಛತೆ ಕಾರ್ಯಗಳಿಗೆ ತೊಂದರೆಯಾಗಿದೆ ಎಂದು ದೂರಿದರು. [28, 1260, 208, 1302]
kirusuddi-label [74, 103, 126, 124]
